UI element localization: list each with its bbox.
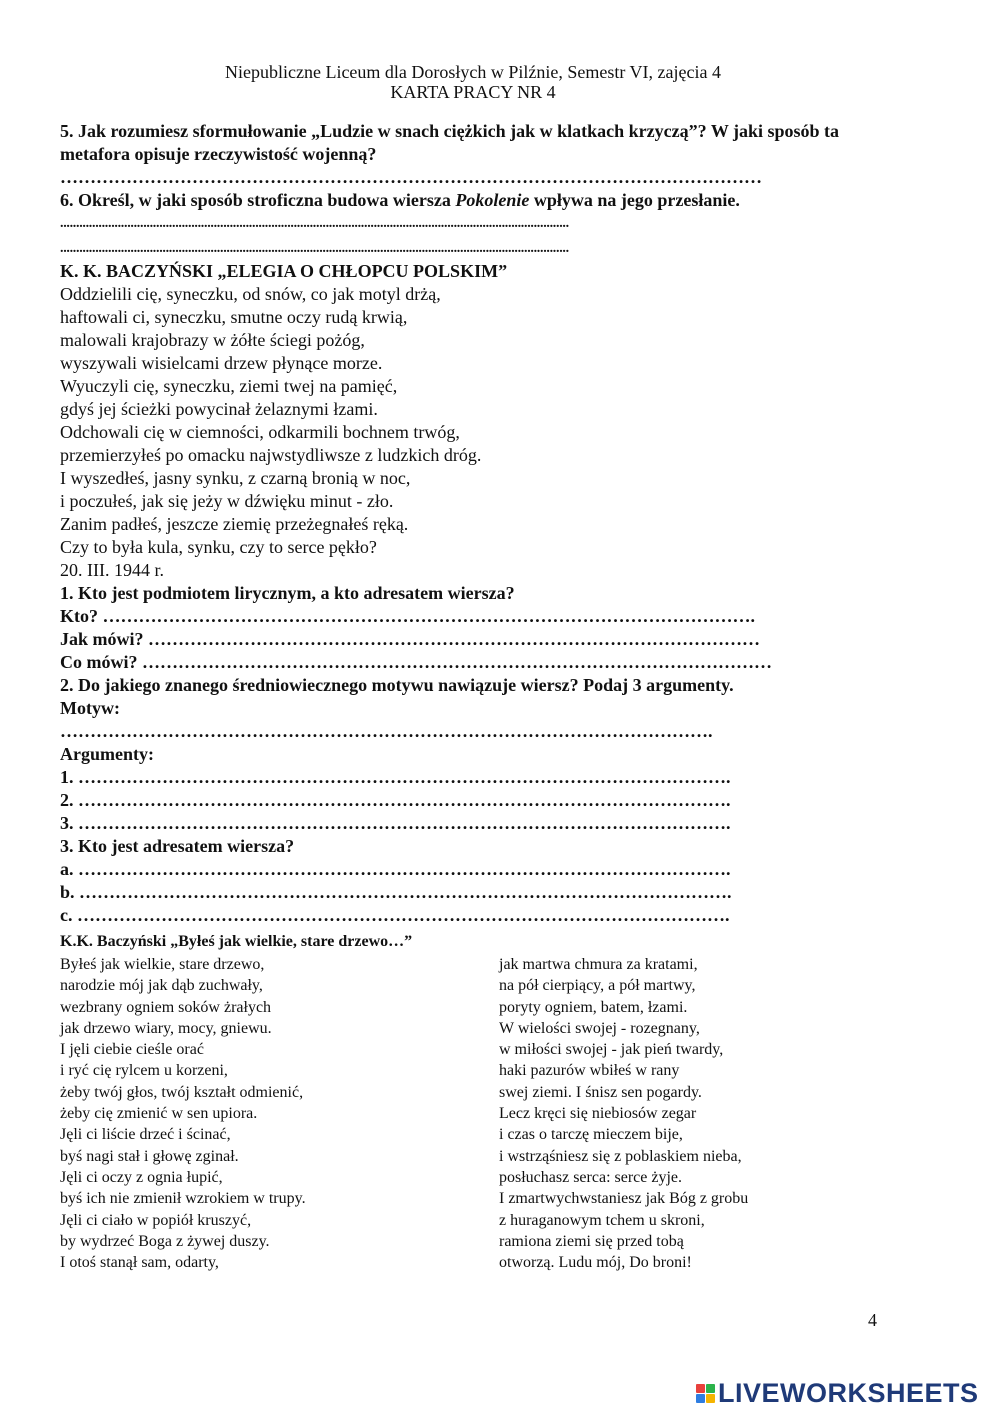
- liveworksheets-logo-icon: [696, 1384, 715, 1403]
- questions-pokolenie: [60, 120, 890, 260]
- logo-square-blue: [696, 1394, 705, 1403]
- poem-line: swej ziemi. I śnisz sen pogardy.: [499, 1083, 702, 1101]
- answer-argument-3[interactable]: 3. ……………………………………………………………………………………………….: [60, 813, 731, 833]
- question-3: 3. Kto jest adresatem wiersza?: [60, 836, 295, 856]
- arguments-label: Argumenty:: [60, 744, 154, 764]
- poem-line: i czas o tarczę mieczem bije,: [499, 1126, 683, 1144]
- question-5: 5. Jak rozumiesz sformułowanie „Ludzie w snach ciężkich jak w klatkach krzyczą”? W jaki sposób ta metafora opisuje rzeczywistość wojenną?: [60, 121, 840, 164]
- answer-argument-2[interactable]: 2. ……………………………………………………………………………………………….: [60, 790, 731, 810]
- elegia-line: I wyszedłeś, jasny synku, z czarną bronią w noc,: [60, 468, 411, 488]
- elegia-line: Wyuczyli cię, syneczku, ziemi twej na pamięć,: [60, 376, 398, 396]
- answer-who[interactable]: Kto? ……………………………………………………………………………………………….: [60, 606, 755, 626]
- poem-line: Lecz kręci się niebiosów zegar: [499, 1105, 697, 1123]
- question-6-part2: wpływa na jego przesłanie.: [529, 190, 740, 210]
- logo-square-green: [706, 1384, 715, 1393]
- answer-motif[interactable]: ……………………………………………………………………………………………….: [60, 721, 713, 741]
- header-title: KARTA PRACY NR 4: [390, 82, 556, 102]
- question-2: 2. Do jakiego znanego średniowiecznego motywu nawiązuje wiersz? Podaj 3 argumenty.: [60, 675, 734, 695]
- question-6: [60, 189, 890, 212]
- poem-line: otworzą. Ludu mój, Do broni!: [499, 1254, 692, 1272]
- page-number: 4: [868, 1310, 877, 1330]
- elegia-line: Czy to była kula, synku, czy to serce pękło?: [60, 537, 377, 557]
- elegia-line: i poczułeś, jak się jeży w dźwięku minut - zło.: [60, 491, 394, 511]
- elegia-line: gdyś jej ścieżki powycinał żelaznymi łzami.: [60, 399, 378, 419]
- logo-square-yellow: [706, 1394, 715, 1403]
- answer-c[interactable]: c. ……………………………………………………………………………………………….: [60, 905, 730, 925]
- poem-line: ramiona ziemi się przed tobą: [499, 1232, 684, 1250]
- poem-line: haki pazurów wbiłeś w rany: [499, 1062, 680, 1080]
- answer-line-6a[interactable]: ...............................................................................................................................................................: [60, 216, 569, 231]
- poem-line: Jęli ci ciało w popiół kruszyć,: [60, 1211, 252, 1229]
- liveworksheets-logo-text: LIVEWORKSHEETS: [718, 1378, 979, 1408]
- poem-line: byś nagi stał i głowę zginał.: [60, 1147, 239, 1165]
- answer-how[interactable]: Jak mówi? …………………………………………………………………………………………: [60, 629, 761, 649]
- answer-argument-1[interactable]: 1. ……………………………………………………………………………………………….: [60, 767, 731, 787]
- poem-line: wezbrany ogniem soków żrałych: [60, 998, 272, 1016]
- question-1: 1. Kto jest podmiotem lirycznym, a kto adresatem wiersza?: [60, 583, 515, 603]
- poem-line: jak martwa chmura za kratami,: [499, 956, 698, 973]
- poem-line: żeby cię zmienić w sen upiora.: [60, 1105, 258, 1123]
- elegia-line: Odchowali cię w ciemności, odkarmili bochnem trwóg,: [60, 422, 460, 442]
- elegia-questions: [60, 582, 890, 927]
- elegia-line: wyszywali wisielcami drzew płynące morze.: [60, 353, 383, 373]
- poem-line: Byłeś jak wielkie, stare drzewo,: [60, 956, 265, 973]
- poem-line: i ryć cię rylcem u korzeni,: [60, 1062, 228, 1080]
- answer-a[interactable]: a. ……………………………………………………………………………………………….: [60, 859, 731, 879]
- motif-label: Motyw:: [60, 698, 120, 718]
- elegia-line: haftowali ci, syneczku, smutne oczy rudą krwią,: [60, 307, 408, 327]
- poem-line: I zmartwychwstaniesz jak Bóg z grobu: [499, 1190, 749, 1208]
- poem-line: I jęli ciebie cieśle orać: [60, 1041, 204, 1059]
- question-6-part1: 6. Określ, w jaki sposób stroficzna budowa wiersza: [60, 190, 456, 210]
- answer-b[interactable]: b. ……………………………………………………………………………………………….: [60, 882, 732, 902]
- answer-what[interactable]: Co mówi? ……………………………………………………………………………………………: [60, 652, 772, 672]
- poem-line: na pół cierpiący, a pół martwy,: [499, 977, 696, 995]
- poem-line: byś ich nie zmienił wzrokiem w trupy.: [60, 1190, 306, 1208]
- poem-line: Jęli ci oczy z ognia łupić,: [60, 1168, 223, 1186]
- liveworksheets-logo[interactable]: [696, 1378, 979, 1409]
- page-header: [0, 62, 946, 102]
- elegia-title: K. K. BACZYŃSKI „ELEGIA O CHŁOPCU POLSKIM”: [60, 261, 508, 281]
- poem-line: posłuchasz serca: serce żyje.: [499, 1168, 683, 1186]
- drzewo-column-right: [499, 954, 919, 1273]
- poem-line: poryty ogniem, batem, łzami.: [499, 998, 688, 1016]
- drzewo-column-left: [60, 954, 480, 1273]
- header-school-line: Niepubliczne Liceum dla Dorosłych w Pilźnie, Semestr VI, zajęcia 4: [224, 62, 721, 82]
- drzewo-title: K.K. Baczyński „Byłeś jak wielkie, stare drzewo…”: [60, 933, 413, 950]
- poem-line: Jęli ci liście drzeć i ścinać,: [60, 1126, 231, 1144]
- elegia-section: [60, 260, 890, 582]
- poem-line: narodzie mój jak dąb zuchwały,: [60, 977, 263, 995]
- answer-line-6b[interactable]: ...............................................................................................................................................................: [60, 241, 569, 256]
- poem-line: w miłości swojej - jak pień twardy,: [499, 1041, 724, 1059]
- poem-line: żeby twój głos, twój kształt odmienić,: [60, 1083, 304, 1101]
- poem-line: W wielości swojej - rozegnany,: [499, 1019, 700, 1037]
- poem-line: jak drzewo wiary, mocy, gniewu.: [60, 1019, 272, 1037]
- poem-line: i wstrząśniesz się z poblaskiem nieba,: [499, 1147, 742, 1165]
- elegia-line: malowali krajobrazy w żółte ściegi pożóg,: [60, 330, 365, 350]
- poem-line: by wydrzeć Boga z żywej duszy.: [60, 1232, 270, 1250]
- elegia-line: Zanim padłeś, jeszcze ziemię przeżegnałeś ręką.: [60, 514, 409, 534]
- answer-line-5[interactable]: ………………………………………………………………………………………………………: [60, 167, 762, 187]
- poem-title-pokolenie: Pokolenie: [455, 190, 530, 210]
- poem-line: I otoś stanął sam, odarty,: [60, 1254, 219, 1272]
- elegia-line: Oddzielili cię, syneczku, od snów, co jak motyl drżą,: [60, 284, 441, 304]
- elegia-line: przemierzyłeś po omacku najwstydliwsze z ludzkich dróg.: [60, 445, 482, 465]
- poem-line: z huraganowym tchem u skroni,: [499, 1211, 705, 1229]
- elegia-date: 20. III. 1944 r.: [60, 560, 164, 580]
- logo-square-red: [696, 1384, 705, 1393]
